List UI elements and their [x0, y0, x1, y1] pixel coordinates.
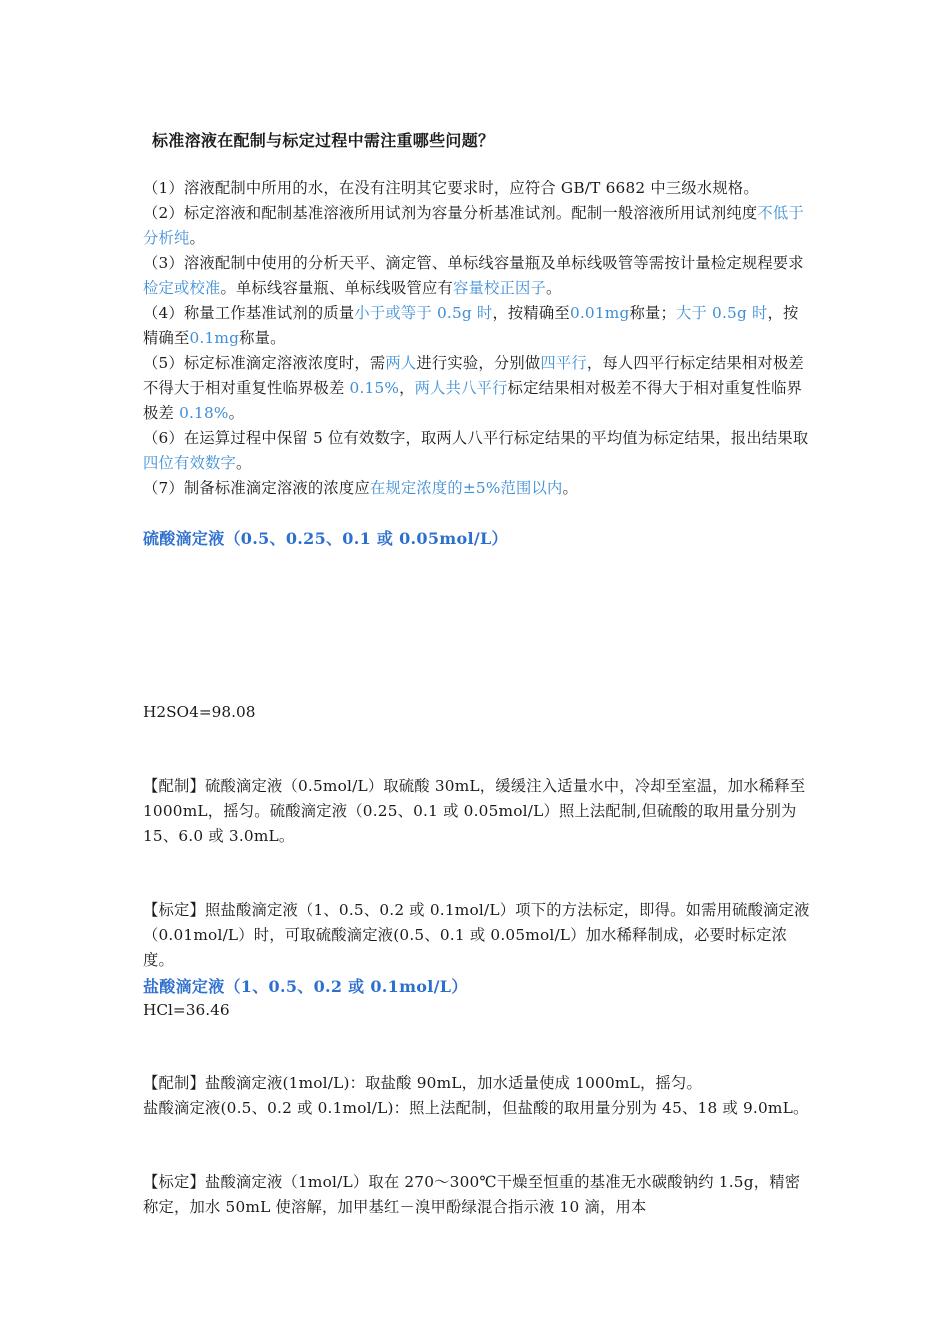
requirements-list	[143, 176, 811, 501]
hcl-preparation-2: 盐酸滴定液(0.5、0.2 或 0.1mol/L)：照上法配制，但盐酸的取用量分别为 45、18 或 9.0mL。	[143, 1099, 809, 1117]
h2so4-standardization: 【标定】照盐酸滴定液（1、0.5、0.2 或 0.1mol/L）项下的方法标定，即得。如需用硫酸滴定液（0.01mol/L）时，可取硫酸滴定液(0.5、0.1 或 0.05mol/L）加水稀释制成，必要时标定浓度。	[143, 901, 810, 969]
requirement-item	[143, 251, 811, 301]
item-text: 。	[228, 404, 245, 422]
requirement-item	[143, 176, 811, 201]
highlighted-text: 0.1mg	[189, 329, 240, 347]
hcl-standardization: 【标定】盐酸滴定液（1mol/L）取在 270～300℃干燥至恒重的基准无水碳酸钠约 1.5g，精密称定，加水 50mL 使溶解，加甲基红－溴甲酚绿混合指示液 10 滴，用本	[143, 1173, 801, 1216]
item-text: 。	[235, 454, 252, 472]
item-text: （2）标定溶液和配制基准溶液所用试剂为容量分析基准试剂。配制一般溶液所用试剂纯度	[143, 204, 758, 222]
highlighted-text: 两人共八平行	[414, 379, 508, 397]
hcl-preparation-1: 【配制】盐酸滴定液(1mol/L)：取盐酸 90mL，加水适量使成 1000mL，摇匀。	[143, 1074, 702, 1092]
item-text: 称量；	[629, 304, 676, 322]
highlighted-text: 0.15%	[349, 379, 400, 397]
item-text: ，按精确至	[492, 304, 570, 322]
item-text: （3）溶液配制中使用的分析天平、滴定管、单标线容量瓶及单标线吸管等需按计量检定规程要求	[143, 254, 804, 272]
item-text: （6）在运算过程中保留 5 位有效数字，取两人八平行标定结果的平均值为标定结果，报出结果取	[143, 429, 809, 447]
requirement-item	[143, 476, 811, 501]
highlighted-text: 在规定浓度的±5%范围以内	[369, 479, 563, 497]
highlighted-text: 小于或等于 0.5g 时	[354, 304, 493, 322]
requirement-item	[143, 301, 811, 351]
highlighted-text: 0.18%	[179, 404, 229, 422]
item-text: 。	[189, 229, 205, 247]
h2so4-formula: H2SO4=98.08	[143, 703, 256, 721]
h2so4-heading: 硫酸滴定液（0.5、0.25、0.1 或 0.05mol/L）	[143, 529, 508, 548]
highlighted-text: 四平行	[540, 354, 587, 372]
highlighted-text: 容量校正因子	[452, 279, 546, 297]
item-text: ，	[399, 379, 415, 397]
item-text: （1）溶液配制中所用的水，在没有注明其它要求时，应符合 GB/T 6682 中三级水规格。	[143, 179, 759, 197]
item-text: 进行实验，分别做	[416, 354, 541, 372]
requirement-item	[143, 426, 811, 476]
hcl-heading: 盐酸滴定液（1、0.5、0.2 或 0.1mol/L）	[143, 977, 468, 996]
item-text: 。	[545, 279, 562, 297]
highlighted-text: 不低于分析纯	[143, 204, 804, 247]
item-text: （5）标定标准滴定溶液浓度时，需	[143, 354, 386, 372]
item-text: （7）制备标准滴定溶液的浓度应	[143, 479, 370, 497]
highlighted-text: 大于 0.5g 时	[676, 304, 768, 322]
highlighted-text: 0.01mg	[569, 304, 630, 322]
item-text: 。单标线容量瓶、单标线吸管应有	[220, 279, 453, 297]
page-title: 标准溶液在配制与标定过程中需注重哪些问题？	[152, 131, 495, 150]
item-text: ，按精确至	[143, 304, 799, 347]
item-text: ，每人四平行标定结果相对极差不得大于相对重复性临界极差	[143, 354, 804, 397]
highlighted-text: 四位有效数字	[143, 454, 236, 472]
item-text: 标定结果相对极差不得大于相对重复性临界极差	[143, 379, 803, 422]
item-text: （4）称量工作基准试剂的质量	[143, 304, 355, 322]
item-text: 。	[562, 479, 579, 497]
h2so4-preparation: 【配制】硫酸滴定液（0.5mol/L）取硫酸 30mL，缓缓注入适量水中，冷却至室温，加水稀释至 1000mL，摇匀。硫酸滴定液（0.25、0.1 或 0.05mol/L）照上法配制,但硫酸的取用量分别为 15、6.0 或 3.0mL。	[143, 777, 806, 845]
highlighted-text: 检定或校准	[143, 279, 221, 297]
item-text: 称量。	[239, 329, 286, 347]
hcl-formula: HCl=36.46	[143, 1001, 230, 1019]
highlighted-text: 两人	[385, 354, 417, 372]
requirement-item	[143, 201, 811, 251]
requirement-item	[143, 351, 811, 426]
